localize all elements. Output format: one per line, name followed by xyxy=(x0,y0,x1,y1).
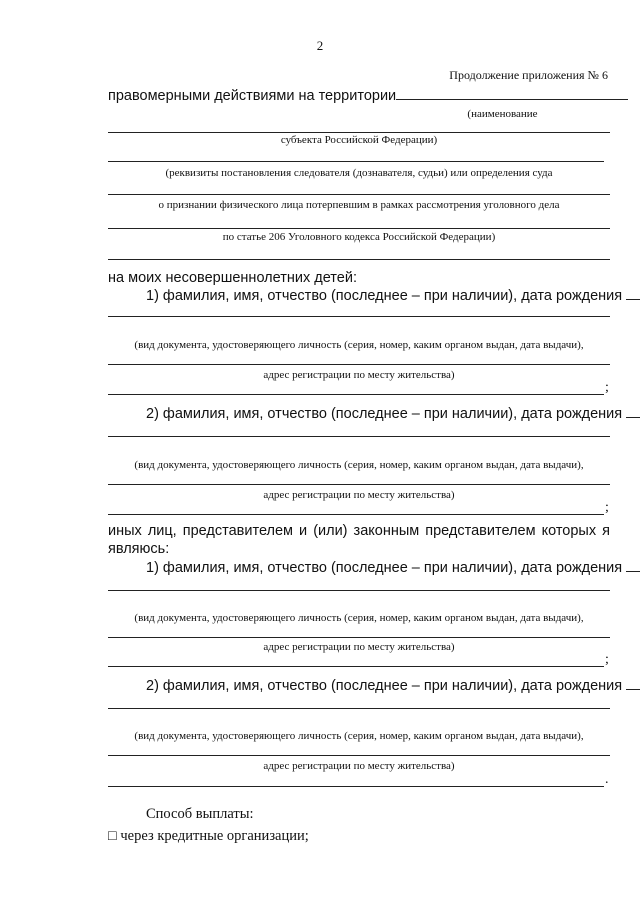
page-number: 2 xyxy=(316,38,324,53)
address-caption: адрес регистрации по месту жительства) xyxy=(263,489,455,501)
minor-2-label: 2) фамилия, имя, отчество (последнее – при наличии), дата рождения xyxy=(146,406,623,422)
requisites-caption: (реквизиты постановления следователя (дознавателя, судьи) или определения суда xyxy=(165,167,553,179)
rule xyxy=(108,590,610,591)
rule xyxy=(108,637,610,638)
rule xyxy=(108,316,610,317)
birthdate-blank xyxy=(626,417,640,418)
address-caption: адрес регистрации по месту жительства) xyxy=(263,760,455,772)
checkbox-icon[interactable]: □ xyxy=(108,828,117,844)
address-caption: адрес регистрации по месту жительства) xyxy=(263,641,455,653)
birthdate-blank xyxy=(626,299,640,300)
minor-1-item xyxy=(146,288,623,304)
minor-2-item xyxy=(146,406,623,422)
document-caption: (вид документа, удостоверяющего личность (серия, номер, каким органом выдан, дата выдачи), xyxy=(134,612,584,624)
payment-heading: Способ выплаты: xyxy=(146,806,254,822)
period: . xyxy=(605,772,609,787)
rule xyxy=(108,666,604,667)
continuation-note: Продолжение приложения № 6 xyxy=(449,68,608,82)
rule xyxy=(108,514,604,515)
territory-blank xyxy=(396,99,628,100)
rule xyxy=(108,194,610,195)
document-caption: (вид документа, удостоверяющего личность (серия, номер, каким органом выдан, дата выдачи), xyxy=(134,730,584,742)
naimenovanie-caption: (наименование xyxy=(467,108,538,120)
rule xyxy=(108,484,610,485)
rule xyxy=(108,364,610,365)
lawful-actions-line xyxy=(108,88,610,104)
others-line-2: являюсь: xyxy=(108,541,170,557)
document-caption: (вид документа, удостоверяющего личность (серия, номер, каким органом выдан, дата выдачи), xyxy=(134,339,584,351)
subject-caption: субъекта Российской Федерации) xyxy=(280,134,438,146)
rule xyxy=(108,708,610,709)
payment-option xyxy=(108,828,309,845)
semicolon: ; xyxy=(605,500,609,515)
payment-option-label: через кредитные организации; xyxy=(120,828,309,844)
rule xyxy=(108,259,610,260)
minors-heading: на моих несовершеннолетних детей: xyxy=(108,270,357,286)
semicolon: ; xyxy=(605,652,609,667)
minor-1-label: 1) фамилия, имя, отчество (последнее – при наличии), дата рождения xyxy=(146,288,623,304)
birthdate-blank xyxy=(626,689,640,690)
rule xyxy=(108,228,610,229)
article-caption: по статье 206 Уголовного кодекса Российской Федерации) xyxy=(222,231,496,243)
rule xyxy=(108,755,610,756)
rule xyxy=(108,132,610,133)
others-line-1: иных лиц, представителем и (или) законным представителем которых я xyxy=(108,523,610,539)
person-1-item xyxy=(146,560,623,576)
rule xyxy=(108,161,604,162)
lawful-actions-label: правомерными действиями на территории xyxy=(108,88,397,104)
address-caption: адрес регистрации по месту жительства) xyxy=(263,369,455,381)
birthdate-blank xyxy=(626,571,640,572)
rule xyxy=(108,786,604,787)
semicolon: ; xyxy=(605,380,609,395)
person-2-item xyxy=(146,678,623,694)
document-caption: (вид документа, удостоверяющего личность (серия, номер, каким органом выдан, дата выдачи), xyxy=(134,459,584,471)
person-1-label: 1) фамилия, имя, отчество (последнее – при наличии), дата рождения xyxy=(146,560,623,576)
recognition-caption: о признании физического лица потерпевшим в рамках рассмотрения уголовного дела xyxy=(158,199,560,211)
rule xyxy=(108,436,610,437)
rule xyxy=(108,394,604,395)
person-2-label: 2) фамилия, имя, отчество (последнее – при наличии), дата рождения xyxy=(146,678,623,694)
